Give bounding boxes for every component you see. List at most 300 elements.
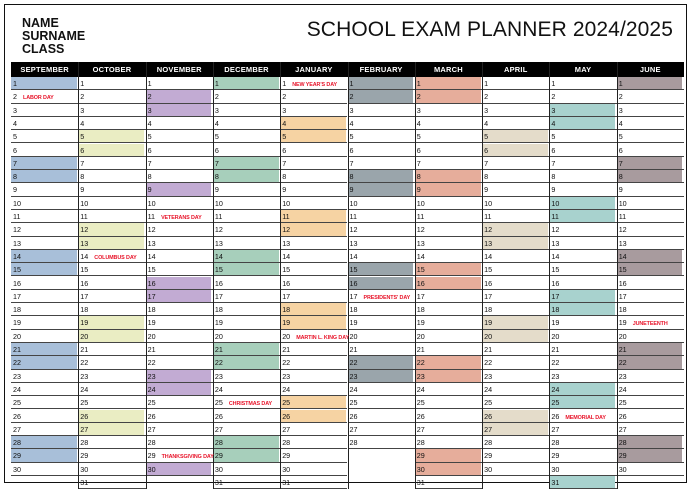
day-cell[interactable]: [617, 330, 684, 343]
day-cell[interactable]: [617, 157, 684, 170]
day-cell[interactable]: [146, 130, 213, 143]
day-cell[interactable]: [11, 130, 78, 143]
day-cell[interactable]: [213, 104, 280, 117]
day-cell[interactable]: [348, 144, 415, 157]
day-cell[interactable]: [146, 383, 213, 396]
day-cell[interactable]: [11, 290, 78, 303]
day-cell[interactable]: [213, 250, 280, 263]
day-cell[interactable]: [348, 290, 415, 303]
day-cell[interactable]: [482, 303, 549, 316]
day-cell[interactable]: [280, 144, 347, 157]
day-cell[interactable]: [11, 436, 78, 449]
day-cell[interactable]: [78, 117, 145, 130]
day-cell[interactable]: [348, 197, 415, 210]
day-cell[interactable]: [549, 343, 616, 356]
day-cell[interactable]: [549, 449, 616, 462]
day-cell[interactable]: [482, 104, 549, 117]
day-cell[interactable]: [11, 144, 78, 157]
day-cell[interactable]: [213, 396, 280, 409]
day-cell[interactable]: [482, 90, 549, 103]
day-cell[interactable]: [549, 183, 616, 196]
day-cell[interactable]: [549, 210, 616, 223]
day-cell[interactable]: [415, 410, 482, 423]
day-cell[interactable]: [213, 117, 280, 130]
day-cell[interactable]: [213, 383, 280, 396]
day-cell[interactable]: [415, 277, 482, 290]
day-cell[interactable]: [415, 117, 482, 130]
day-cell[interactable]: [280, 104, 347, 117]
day-cell[interactable]: [415, 250, 482, 263]
day-cell[interactable]: [78, 370, 145, 383]
day-cell[interactable]: [348, 410, 415, 423]
day-cell[interactable]: [482, 157, 549, 170]
day-cell[interactable]: [617, 449, 684, 462]
day-cell[interactable]: [415, 237, 482, 250]
day-cell[interactable]: [280, 170, 347, 183]
day-cell[interactable]: [11, 330, 78, 343]
day-cell[interactable]: [549, 290, 616, 303]
day-cell[interactable]: [146, 343, 213, 356]
day-cell[interactable]: [482, 423, 549, 436]
day-cell[interactable]: [549, 463, 616, 476]
day-cell[interactable]: [549, 303, 616, 316]
day-cell[interactable]: [146, 449, 213, 462]
day-cell[interactable]: [617, 237, 684, 250]
day-cell[interactable]: [78, 144, 145, 157]
day-cell[interactable]: [146, 170, 213, 183]
day-cell[interactable]: [617, 277, 684, 290]
day-cell[interactable]: [78, 383, 145, 396]
day-cell[interactable]: [146, 370, 213, 383]
day-cell[interactable]: [146, 423, 213, 436]
day-cell[interactable]: [482, 130, 549, 143]
day-cell[interactable]: [348, 277, 415, 290]
day-cell[interactable]: [11, 370, 78, 383]
day-cell[interactable]: [11, 277, 78, 290]
day-cell[interactable]: [280, 463, 347, 476]
day-cell[interactable]: [348, 316, 415, 329]
day-cell[interactable]: [482, 356, 549, 369]
day-cell[interactable]: [78, 157, 145, 170]
day-cell[interactable]: [348, 130, 415, 143]
day-cell[interactable]: [146, 77, 213, 90]
day-cell[interactable]: [280, 356, 347, 369]
day-cell[interactable]: [348, 343, 415, 356]
day-cell[interactable]: [482, 290, 549, 303]
day-cell[interactable]: [549, 423, 616, 436]
day-cell[interactable]: [617, 90, 684, 103]
day-cell[interactable]: [78, 223, 145, 236]
day-cell[interactable]: [78, 250, 145, 263]
day-cell[interactable]: [78, 197, 145, 210]
day-cell[interactable]: [78, 237, 145, 250]
day-cell[interactable]: [549, 277, 616, 290]
day-cell[interactable]: [549, 130, 616, 143]
day-cell[interactable]: [11, 197, 78, 210]
day-cell[interactable]: [482, 316, 549, 329]
day-cell[interactable]: [146, 117, 213, 130]
day-cell[interactable]: [415, 330, 482, 343]
day-cell[interactable]: [146, 183, 213, 196]
day-cell[interactable]: [11, 157, 78, 170]
day-cell[interactable]: [549, 436, 616, 449]
day-cell[interactable]: [146, 250, 213, 263]
day-cell[interactable]: [213, 144, 280, 157]
day-cell[interactable]: [348, 183, 415, 196]
day-cell[interactable]: [415, 223, 482, 236]
day-cell[interactable]: [213, 77, 280, 90]
day-cell[interactable]: [348, 356, 415, 369]
day-cell[interactable]: [78, 210, 145, 223]
day-cell[interactable]: [280, 343, 347, 356]
day-cell[interactable]: [549, 370, 616, 383]
day-cell[interactable]: [348, 263, 415, 276]
day-cell[interactable]: [415, 197, 482, 210]
day-cell[interactable]: [280, 90, 347, 103]
day-cell[interactable]: [78, 449, 145, 462]
day-cell[interactable]: [213, 463, 280, 476]
day-cell[interactable]: [549, 250, 616, 263]
day-cell[interactable]: [415, 343, 482, 356]
day-cell[interactable]: [146, 157, 213, 170]
day-cell[interactable]: [146, 277, 213, 290]
day-cell[interactable]: [348, 396, 415, 409]
day-cell[interactable]: [11, 410, 78, 423]
day-cell[interactable]: [146, 210, 213, 223]
day-cell[interactable]: [78, 330, 145, 343]
day-cell[interactable]: [415, 130, 482, 143]
day-cell[interactable]: [146, 223, 213, 236]
day-cell[interactable]: [78, 277, 145, 290]
day-cell[interactable]: [146, 263, 213, 276]
day-cell[interactable]: [617, 436, 684, 449]
day-cell[interactable]: [348, 330, 415, 343]
day-cell[interactable]: [482, 117, 549, 130]
day-cell[interactable]: [213, 157, 280, 170]
day-cell[interactable]: [78, 343, 145, 356]
day-cell[interactable]: [549, 410, 616, 423]
day-cell[interactable]: [482, 250, 549, 263]
day-cell[interactable]: [549, 356, 616, 369]
day-cell[interactable]: [415, 303, 482, 316]
day-cell[interactable]: [617, 290, 684, 303]
day-cell[interactable]: [617, 356, 684, 369]
day-cell[interactable]: [280, 476, 347, 489]
day-cell[interactable]: [78, 183, 145, 196]
day-cell[interactable]: [348, 370, 415, 383]
day-cell[interactable]: [213, 423, 280, 436]
day-cell[interactable]: [415, 210, 482, 223]
day-cell[interactable]: [482, 396, 549, 409]
day-cell[interactable]: [415, 183, 482, 196]
day-cell[interactable]: [146, 104, 213, 117]
day-cell[interactable]: [617, 130, 684, 143]
day-cell[interactable]: [280, 183, 347, 196]
day-cell[interactable]: [415, 104, 482, 117]
day-cell[interactable]: [549, 223, 616, 236]
day-cell[interactable]: [11, 170, 78, 183]
day-cell[interactable]: [348, 210, 415, 223]
day-cell[interactable]: [617, 263, 684, 276]
day-cell[interactable]: [280, 130, 347, 143]
day-cell[interactable]: [348, 170, 415, 183]
day-cell[interactable]: [213, 436, 280, 449]
day-cell[interactable]: [348, 104, 415, 117]
day-cell[interactable]: [482, 330, 549, 343]
day-cell[interactable]: [482, 210, 549, 223]
day-cell[interactable]: [549, 157, 616, 170]
day-cell[interactable]: [415, 383, 482, 396]
day-cell[interactable]: [146, 410, 213, 423]
day-cell[interactable]: [549, 197, 616, 210]
day-cell[interactable]: [617, 463, 684, 476]
day-cell[interactable]: [213, 90, 280, 103]
day-cell[interactable]: [617, 396, 684, 409]
day-cell[interactable]: [213, 356, 280, 369]
day-cell[interactable]: [617, 370, 684, 383]
day-cell[interactable]: [146, 197, 213, 210]
day-cell[interactable]: [11, 183, 78, 196]
day-cell[interactable]: [617, 343, 684, 356]
day-cell[interactable]: [11, 449, 78, 462]
day-cell[interactable]: [11, 210, 78, 223]
day-cell[interactable]: [213, 277, 280, 290]
day-cell[interactable]: [415, 263, 482, 276]
day-cell[interactable]: [415, 170, 482, 183]
day-cell[interactable]: [213, 210, 280, 223]
day-cell[interactable]: [78, 263, 145, 276]
day-cell[interactable]: [213, 290, 280, 303]
day-cell[interactable]: [213, 197, 280, 210]
day-cell[interactable]: [549, 330, 616, 343]
day-cell[interactable]: [280, 277, 347, 290]
day-cell[interactable]: [549, 90, 616, 103]
day-cell[interactable]: [415, 449, 482, 462]
day-cell[interactable]: [78, 130, 145, 143]
day-cell[interactable]: [415, 77, 482, 90]
day-cell[interactable]: [11, 117, 78, 130]
day-cell[interactable]: [482, 343, 549, 356]
day-cell[interactable]: [280, 436, 347, 449]
day-cell[interactable]: [11, 463, 78, 476]
day-cell[interactable]: [11, 423, 78, 436]
day-cell[interactable]: [11, 250, 78, 263]
day-cell[interactable]: [280, 210, 347, 223]
day-cell[interactable]: [549, 476, 616, 489]
day-cell[interactable]: [482, 144, 549, 157]
day-cell[interactable]: [617, 423, 684, 436]
day-cell[interactable]: [213, 183, 280, 196]
day-cell[interactable]: [617, 197, 684, 210]
day-cell[interactable]: [617, 170, 684, 183]
day-cell[interactable]: [213, 130, 280, 143]
day-cell[interactable]: [213, 370, 280, 383]
day-cell[interactable]: [280, 250, 347, 263]
day-cell[interactable]: [549, 383, 616, 396]
day-cell[interactable]: [146, 237, 213, 250]
day-cell[interactable]: [617, 183, 684, 196]
day-cell[interactable]: [78, 77, 145, 90]
day-cell[interactable]: [78, 356, 145, 369]
day-cell[interactable]: [11, 104, 78, 117]
day-cell[interactable]: [617, 104, 684, 117]
day-cell[interactable]: [280, 237, 347, 250]
day-cell[interactable]: [617, 77, 684, 90]
day-cell[interactable]: [482, 197, 549, 210]
day-cell[interactable]: [78, 316, 145, 329]
day-cell[interactable]: [415, 90, 482, 103]
day-cell[interactable]: [11, 316, 78, 329]
day-cell[interactable]: [78, 104, 145, 117]
day-cell[interactable]: [482, 263, 549, 276]
day-cell[interactable]: [280, 383, 347, 396]
day-cell[interactable]: [482, 170, 549, 183]
day-cell[interactable]: [280, 396, 347, 409]
day-cell[interactable]: [348, 303, 415, 316]
day-cell[interactable]: [617, 410, 684, 423]
day-cell[interactable]: [213, 410, 280, 423]
day-cell[interactable]: [482, 383, 549, 396]
day-cell[interactable]: [146, 316, 213, 329]
day-cell[interactable]: [280, 117, 347, 130]
day-cell[interactable]: [280, 303, 347, 316]
day-cell[interactable]: [415, 290, 482, 303]
day-cell[interactable]: [280, 316, 347, 329]
day-cell[interactable]: [482, 77, 549, 90]
day-cell[interactable]: [348, 117, 415, 130]
day-cell[interactable]: [549, 104, 616, 117]
day-cell[interactable]: [213, 476, 280, 489]
day-cell[interactable]: [348, 157, 415, 170]
day-cell[interactable]: [415, 157, 482, 170]
day-cell[interactable]: [280, 330, 347, 343]
day-cell[interactable]: [415, 316, 482, 329]
day-cell[interactable]: [348, 223, 415, 236]
day-cell[interactable]: [280, 197, 347, 210]
day-cell[interactable]: [280, 423, 347, 436]
day-cell[interactable]: [213, 237, 280, 250]
day-cell[interactable]: [415, 436, 482, 449]
day-cell[interactable]: [617, 250, 684, 263]
day-cell[interactable]: [280, 290, 347, 303]
day-cell[interactable]: [415, 476, 482, 489]
day-cell[interactable]: [213, 330, 280, 343]
day-cell[interactable]: [549, 170, 616, 183]
day-cell[interactable]: [280, 449, 347, 462]
day-cell[interactable]: [549, 263, 616, 276]
day-cell[interactable]: [78, 476, 145, 489]
day-cell[interactable]: [348, 383, 415, 396]
day-cell[interactable]: [482, 449, 549, 462]
day-cell[interactable]: [549, 117, 616, 130]
day-cell[interactable]: [213, 263, 280, 276]
day-cell[interactable]: [348, 237, 415, 250]
day-cell[interactable]: [348, 77, 415, 90]
day-cell[interactable]: [549, 316, 616, 329]
day-cell[interactable]: [78, 436, 145, 449]
day-cell[interactable]: [11, 383, 78, 396]
day-cell[interactable]: [482, 370, 549, 383]
day-cell[interactable]: [11, 223, 78, 236]
day-cell[interactable]: [78, 463, 145, 476]
day-cell[interactable]: [11, 356, 78, 369]
day-cell[interactable]: [78, 410, 145, 423]
day-cell[interactable]: [549, 237, 616, 250]
day-cell[interactable]: [617, 117, 684, 130]
day-cell[interactable]: [213, 316, 280, 329]
day-cell[interactable]: [617, 223, 684, 236]
day-cell[interactable]: [617, 144, 684, 157]
day-cell[interactable]: [617, 303, 684, 316]
day-cell[interactable]: [348, 90, 415, 103]
day-cell[interactable]: [482, 463, 549, 476]
day-cell[interactable]: [415, 370, 482, 383]
day-cell[interactable]: [78, 170, 145, 183]
day-cell[interactable]: [415, 463, 482, 476]
day-cell[interactable]: [213, 449, 280, 462]
day-cell[interactable]: [11, 90, 78, 103]
day-cell[interactable]: [213, 343, 280, 356]
day-cell[interactable]: [146, 463, 213, 476]
day-cell[interactable]: [280, 263, 347, 276]
day-cell[interactable]: [482, 436, 549, 449]
day-cell[interactable]: [549, 396, 616, 409]
day-cell[interactable]: [482, 223, 549, 236]
day-cell[interactable]: [11, 303, 78, 316]
day-cell[interactable]: [78, 290, 145, 303]
day-cell[interactable]: [11, 343, 78, 356]
day-cell[interactable]: [146, 290, 213, 303]
day-cell[interactable]: [146, 356, 213, 369]
day-cell[interactable]: [146, 144, 213, 157]
day-cell[interactable]: [213, 223, 280, 236]
day-cell[interactable]: [415, 423, 482, 436]
day-cell[interactable]: [78, 423, 145, 436]
day-cell[interactable]: [11, 263, 78, 276]
day-cell[interactable]: [11, 77, 78, 90]
day-cell[interactable]: [482, 183, 549, 196]
day-cell[interactable]: [11, 237, 78, 250]
day-cell[interactable]: [213, 303, 280, 316]
day-cell[interactable]: [549, 144, 616, 157]
day-cell[interactable]: [348, 423, 415, 436]
day-cell[interactable]: [280, 157, 347, 170]
day-cell[interactable]: [280, 77, 347, 90]
day-cell[interactable]: [482, 237, 549, 250]
day-cell[interactable]: [617, 210, 684, 223]
day-cell[interactable]: [280, 223, 347, 236]
day-cell[interactable]: [482, 277, 549, 290]
day-cell[interactable]: [482, 410, 549, 423]
day-cell[interactable]: [280, 410, 347, 423]
day-cell[interactable]: [11, 396, 78, 409]
day-cell[interactable]: [617, 316, 684, 329]
day-cell[interactable]: [146, 436, 213, 449]
day-cell[interactable]: [280, 370, 347, 383]
day-cell[interactable]: [348, 250, 415, 263]
day-cell[interactable]: [415, 396, 482, 409]
day-cell[interactable]: [213, 170, 280, 183]
day-cell[interactable]: [348, 436, 415, 449]
day-cell[interactable]: [415, 144, 482, 157]
day-cell[interactable]: [78, 90, 145, 103]
day-cell[interactable]: [78, 396, 145, 409]
day-cell[interactable]: [146, 303, 213, 316]
day-cell[interactable]: [415, 356, 482, 369]
day-cell[interactable]: [78, 303, 145, 316]
day-cell[interactable]: [549, 77, 616, 90]
day-cell[interactable]: [146, 396, 213, 409]
